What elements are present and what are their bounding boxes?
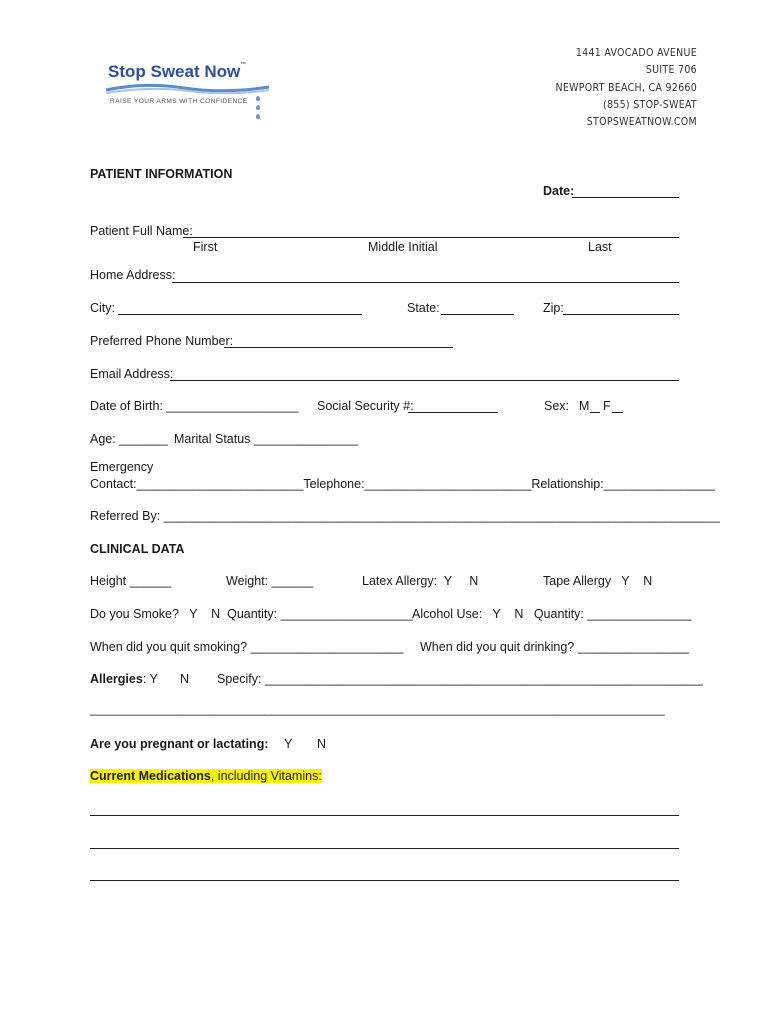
- company-logo: [104, 60, 274, 120]
- city-label: City:: [90, 301, 115, 315]
- clinic-address: 1441 AVOCADO AVENUE SUITE 706 NEWPORT BEACH, CA 92660 (855) STOP-SWEAT STOPSWEATNOW.COM: [555, 47, 697, 129]
- last-label: Last: [588, 240, 612, 254]
- dob-field[interactable]: Date of Birth: ___________________: [90, 399, 299, 413]
- pregnant-no[interactable]: N: [317, 737, 327, 751]
- state-field[interactable]: [441, 314, 514, 315]
- sex-label: Sex:: [544, 399, 570, 413]
- date-field[interactable]: [572, 197, 679, 198]
- logo-name: Stop Sweat Now™: [108, 62, 247, 81]
- referred-by-field[interactable]: Referred By: ________________________________________________________________________________: [90, 509, 720, 523]
- emergency-contact-row[interactable]: Contact:________________________Telephone:________________________Relationship:________________: [90, 477, 715, 491]
- marital-status-field[interactable]: Marital Status _______________: [174, 432, 359, 446]
- zip-label: Zip:: [543, 301, 564, 315]
- quit-smoking-field[interactable]: When did you quit smoking? ______________________: [90, 640, 404, 654]
- allergies-row: [90, 672, 158, 686]
- pregnant-label: Are you pregnant or lactating:: [90, 737, 269, 751]
- full-name-label: Patient Full Name:: [90, 224, 193, 238]
- sex-m-option[interactable]: M: [579, 399, 590, 413]
- zip-field[interactable]: [563, 314, 679, 315]
- allergies-specify-field[interactable]: Specify: _______________________________________________________________: [217, 672, 703, 686]
- date-label: Date:: [543, 184, 575, 198]
- latex-allergy-field[interactable]: Latex Allergy: Y N: [362, 574, 479, 588]
- first-label: First: [193, 240, 218, 254]
- tape-allergy-field[interactable]: Tape Allergy Y N: [543, 574, 653, 588]
- phone-label: Preferred Phone Number:: [90, 334, 234, 348]
- city-field[interactable]: [118, 314, 362, 315]
- medications-line[interactable]: [90, 848, 679, 849]
- medications-line[interactable]: [90, 815, 679, 816]
- email-field[interactable]: [170, 380, 679, 381]
- smoke-field[interactable]: Do you Smoke? Y N Quantity: ___________________: [90, 607, 413, 621]
- height-field[interactable]: Height ______: [90, 574, 172, 588]
- logo-wave-icon: [104, 82, 274, 96]
- middle-initial-label: Middle Initial: [368, 240, 438, 254]
- medications-label: Current Medications, including Vitamins:: [90, 769, 322, 783]
- ssn-label: Social Security #:: [317, 399, 414, 413]
- quit-drinking-field[interactable]: When did you quit drinking? ________________: [420, 640, 689, 654]
- section-title-patient: PATIENT INFORMATION: [90, 167, 233, 181]
- age-field[interactable]: Age: _______: [90, 432, 168, 446]
- allergies-no[interactable]: N: [180, 672, 190, 686]
- allergies-extra-line[interactable]: ____________________________________________________________________________________________: [90, 704, 665, 716]
- ssn-field[interactable]: [408, 412, 498, 413]
- sex-f-blank[interactable]: [612, 412, 623, 413]
- logo-tagline: RAISE YOUR ARMS WITH CONFIDENCE: [110, 98, 248, 105]
- emergency-label: Emergency: [90, 460, 154, 474]
- drop-icon: [256, 114, 260, 119]
- allergies-yes[interactable]: : Y: [142, 672, 158, 686]
- weight-field[interactable]: Weight: ______: [226, 574, 314, 588]
- alcohol-field[interactable]: Alcohol Use: Y N Quantity: _______________: [412, 607, 692, 621]
- email-label: Email Address:: [90, 367, 174, 381]
- home-address-label: Home Address:: [90, 268, 176, 282]
- home-address-field[interactable]: [172, 282, 679, 283]
- phone-field[interactable]: [224, 347, 453, 348]
- pregnant-yes[interactable]: Y: [284, 737, 293, 751]
- state-label: State:: [407, 301, 440, 315]
- allergies-label: Allergies: [90, 672, 143, 686]
- drop-icon: [256, 105, 260, 110]
- section-title-clinical: CLINICAL DATA: [90, 542, 185, 556]
- medications-line[interactable]: [90, 880, 679, 881]
- sex-f-option[interactable]: F: [603, 399, 611, 413]
- drop-icon: [256, 96, 260, 101]
- sex-m-blank[interactable]: [590, 412, 600, 413]
- full-name-field[interactable]: [183, 237, 679, 238]
